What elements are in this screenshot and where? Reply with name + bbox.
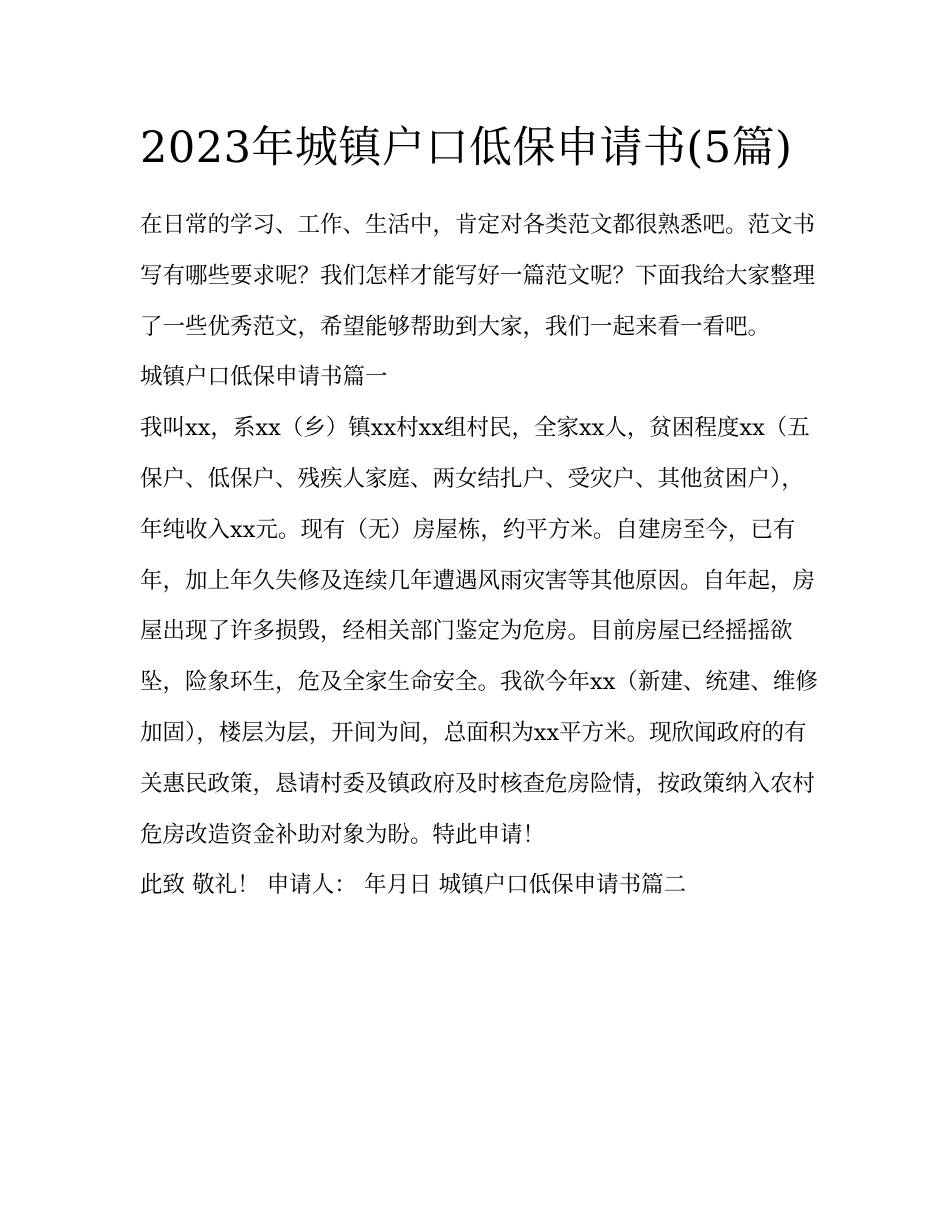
closing-line: 此致 敬礼！ 申请人： 年月日 城镇户口低保申请书篇二 [140, 872, 687, 899]
section-body-paragraph: 我叫xx，系xx（乡）镇xx村xx组村民，全家xx人，贫困程度xx（五保户、低保户、残疾人家庭、两女结扎户、受灾户、其他贫困户），年纯收入xx元。现有（无）房屋栋，约平方米。自建房至今，已有年，加上年久失修及连续几年遭遇风雨灾害等其他原因。自年起，房屋出现了许多损毁，经相关部门鉴定为危房。目前房屋已经摇摇欲坠，险象环生，危及全家生命安全。我欲今年xx（新建、统建、维修加固），楼层为层，开间为间，总面积为xx平方米。现欣闻政府的有关惠民政策，恳请村委及镇政府及时核查危房险情，按政策纳入农村危房改造资金补助对象为盼。特此申请！ [140, 415, 818, 848]
intro-paragraph: 在日常的学习、工作、生活中，肯定对各类范文都很熟悉吧。范文书写有哪些要求呢？我们怎样才能写好一篇范文呢？下面我给大家整理了一些优秀范文，希望能够帮助到大家，我们一起来看一看吧。 [140, 212, 816, 340]
document-title: 2023年城镇户口低保申请书(5篇) [140, 123, 793, 173]
section-heading: 城镇户口低保申请书篇一 [140, 364, 388, 391]
document-page [140, 118, 820, 911]
document-body [140, 200, 820, 911]
